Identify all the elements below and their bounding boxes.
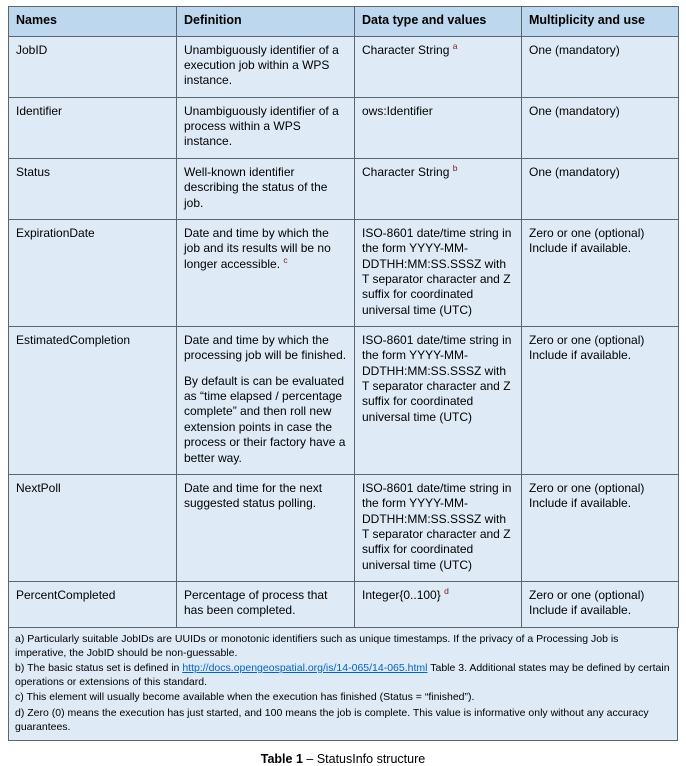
row-definition: Date and time by which the processing job will be finished. By default is can be evaluated as “time elapsed / percentage complete” and then roll new extension points in case the process or their factory have a better way. [177,327,355,475]
row-datatype: Integer{0..100} $^d$ [355,582,522,628]
row-multiplicity: One (mandatory) [522,97,679,158]
footnote-marker: d [444,586,449,597]
footnote-b: b) The basic status set is defined in http://docs.opengeospatial.org/is/14-065/14-065.html Table 3. Additional states may be defined by certain operations or extensions of this standard. [15,662,670,689]
row-name: PercentCompleted [9,582,177,628]
row-datatype: Character String $^a$ [355,36,522,97]
row-definition: Date and time by which the job and its results will be no longer accessible. $^c$ [177,219,355,326]
caption-label: Table 1 [260,751,303,766]
row-name: ExpirationDate [9,219,177,326]
row-multiplicity: Zero or one (optional) Include if available. [522,582,679,628]
table-caption [8,752,678,766]
table-row [9,474,679,581]
table-footnotes [8,628,678,741]
row-multiplicity: Zero or one (optional) Include if available. [522,474,679,581]
row-definition: Unambiguously identifier of a execution job within a WPS instance. [177,36,355,97]
table-row [9,327,679,475]
footnote-marker: a [452,40,458,51]
row-datatype: Character String $^b$ [355,158,522,219]
row-definition: Percentage of process that has been completed. [177,582,355,628]
row-name: Status [9,158,177,219]
row-multiplicity: Zero or one (optional) Include if available. [522,327,679,475]
row-multiplicity: One (mandatory) [522,158,679,219]
table-row [9,97,679,158]
column-header-datatype: Data type and values [355,7,522,37]
row-datatype: ISO-8601 date/time string in the form YYYY-MM-DDTHH:MM:SS.SSSZ with T separator character and Z suffix for coordinated universal time (UTC) [355,327,522,475]
footnote-c: c) This element will usually become available when the execution has finished (Status = “finished”). [15,691,475,704]
footnote-a: a) Particularly suitable JobIDs are UUIDs or monotonic identifiers such as unique timestamps. If the privacy of a Processing Job is imperative, the JobID should be non-guessable. [15,632,619,659]
row-datatype: ISO-8601 date/time string in the form YYYY-MM-DDTHH:MM:SS.SSSZ with T separator character and Z suffix for coordinated universal time (UTC) [355,219,522,326]
row-datatype: ISO-8601 date/time string in the form YYYY-MM-DDTHH:MM:SS.SSSZ with T separator character and Z suffix for coordinated universal time (UTC) [355,474,522,581]
table-row [9,158,679,219]
table-row [9,219,679,326]
caption-text: – StatusInfo structure [302,751,426,766]
row-multiplicity: Zero or one (optional) Include if available. [522,219,679,326]
row-name: Identifier [9,97,177,158]
row-datatype: ows:Identifier [355,97,522,158]
footnote-marker: b [452,162,458,173]
column-header-multiplicity: Multiplicity and use [522,7,679,37]
footnote-marker: c [283,254,288,265]
column-header-names: Names [9,7,177,37]
column-header-definition: Definition [177,7,355,37]
footnote-d: d) Zero (0) means the execution has just started, and 100 means the job is complete. This value is informative only without any accuracy guarantees. [15,706,649,733]
table-row [9,582,679,628]
row-name: JobID [9,36,177,97]
row-multiplicity: One (mandatory) [522,36,679,97]
table-row [9,36,679,97]
table-header-row [9,7,679,37]
row-definition: Well-known identifier describing the status of the job. [177,158,355,219]
row-definition: Date and time for the next suggested status polling. [177,474,355,581]
footnote-b-link[interactable]: http://docs.opengeospatial.org/is/14-065/14-065.html [182,662,428,675]
row-name: EstimatedCompletion [9,327,177,475]
statusinfo-table [8,6,679,628]
row-name: NextPoll [9,474,177,581]
row-definition: Unambiguously identifier of a process within a WPS instance. [177,97,355,158]
